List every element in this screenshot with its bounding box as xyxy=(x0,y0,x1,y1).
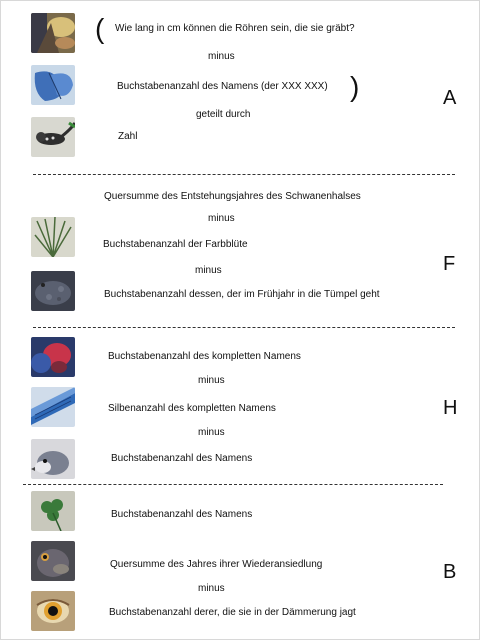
close-parenthesis: ) xyxy=(350,71,360,102)
clover-leaf-image xyxy=(31,491,75,531)
section-b-letter: B xyxy=(443,561,457,583)
divider-3 xyxy=(23,484,443,485)
section-h-line-4: minus xyxy=(198,427,225,438)
section-b-line-3: minus xyxy=(198,583,225,594)
section-a-line-5: Zahl xyxy=(118,131,138,142)
bird-head-image xyxy=(31,439,75,479)
section-h-letter: H xyxy=(443,397,458,419)
section-f-line-3: Buchstabenanzahl der Farbblüte xyxy=(103,239,248,250)
section-f-letter: F xyxy=(443,253,456,275)
blue-wing-image xyxy=(31,387,75,427)
section-f-line-5: Buchstabenanzahl dessen, der im Frühjahr in die Tümpel geht xyxy=(104,289,380,300)
blue-butterfly-image xyxy=(31,65,75,105)
section-b-line-1: Buchstabenanzahl des Namens xyxy=(111,509,253,520)
bird-face-image xyxy=(31,541,75,581)
grass-plant-image xyxy=(31,217,75,257)
owl-eye-image xyxy=(31,591,75,631)
mole-cricket-image xyxy=(31,13,75,53)
section-a-line-4: geteilt durch xyxy=(196,109,251,120)
section-h-line-1: Buchstabenanzahl des kompletten Namens xyxy=(108,351,301,362)
section-h-line-3: Silbenanzahl des kompletten Namens xyxy=(108,403,276,414)
section-h-line-2: minus xyxy=(198,375,225,386)
section-f-line-2: minus xyxy=(208,213,235,224)
divider-2 xyxy=(33,327,455,328)
section-f-line-4: minus xyxy=(195,265,222,276)
section-f-line-1: Quersumme des Entstehungsjahres des Schwanenhalses xyxy=(104,191,361,202)
section-b-line-2: Quersumme des Jahres ihrer Wiederansiedlung xyxy=(110,559,323,570)
lizard-image xyxy=(31,117,75,157)
toad-image xyxy=(31,271,75,311)
divider-1 xyxy=(33,174,455,175)
section-b-line-4: Buchstabenanzahl derer, die sie in der Dämmerung jagt xyxy=(109,607,356,618)
section-a-letter: A xyxy=(443,87,457,109)
section-a-line-2: minus xyxy=(208,51,235,62)
section-h-line-5: Buchstabenanzahl des Namens xyxy=(111,453,253,464)
open-parenthesis: ( xyxy=(95,13,105,44)
red-blue-bird-image xyxy=(31,337,75,377)
section-a-line-3: Buchstabenanzahl des Namens (der XXX XXX) xyxy=(117,81,328,92)
section-a-line-1: Wie lang in cm können die Röhren sein, die sie gräbt? xyxy=(115,23,355,34)
